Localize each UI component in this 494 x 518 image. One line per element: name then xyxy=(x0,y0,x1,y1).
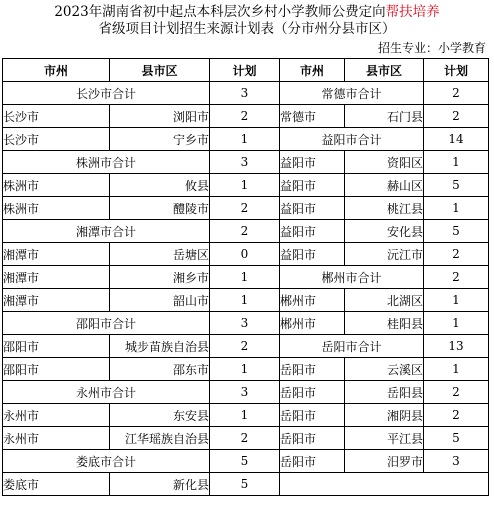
plan-count: 3 xyxy=(210,82,280,105)
plan-count: 2 xyxy=(210,105,280,128)
header-city: 市州 xyxy=(3,59,110,82)
enrollment-plan-table xyxy=(2,58,489,496)
header-county: 县市区 xyxy=(110,59,210,82)
city-total-label: 株洲市合计 xyxy=(3,151,210,174)
city-name: 长沙市 xyxy=(3,128,110,151)
city-name: 长沙市 xyxy=(3,105,110,128)
plan-count: 2 xyxy=(424,82,489,105)
county-name: 岳阳县 xyxy=(345,381,424,404)
empty-cell xyxy=(280,473,489,496)
city-name: 湘潭市 xyxy=(3,266,110,289)
city-total-label: 湘潭市合计 xyxy=(3,220,210,243)
county-name: 岳塘区 xyxy=(110,243,210,266)
city-name: 邵阳市 xyxy=(3,358,110,381)
city-name: 岳阳市 xyxy=(280,381,345,404)
title-prefix: 2023年湖南省初中起点本科层次乡村小学教师公费定向 xyxy=(54,4,386,20)
city-total-label: 长沙市合计 xyxy=(3,82,210,105)
header-plan: 计划 xyxy=(210,59,280,82)
city-name: 永州市 xyxy=(3,404,110,427)
plan-count: 13 xyxy=(424,335,489,358)
city-total-label: 娄底市合计 xyxy=(3,450,210,473)
county-name: 新化县 xyxy=(110,473,210,496)
county-name: 沅江市 xyxy=(345,243,424,266)
plan-count: 1 xyxy=(210,174,280,197)
plan-count: 5 xyxy=(210,450,280,473)
city-name: 郴州市 xyxy=(280,312,345,335)
plan-count: 2 xyxy=(424,266,489,289)
city-name: 益阳市 xyxy=(280,174,345,197)
county-name: 邵东市 xyxy=(110,358,210,381)
city-name: 益阳市 xyxy=(280,220,345,243)
county-name: 攸县 xyxy=(110,174,210,197)
table-body xyxy=(3,82,489,496)
city-name: 湘潭市 xyxy=(3,243,110,266)
plan-count: 1 xyxy=(210,128,280,151)
plan-count: 3 xyxy=(210,151,280,174)
county-name: 湘阴县 xyxy=(345,404,424,427)
table-row xyxy=(3,266,489,289)
city-name: 岳阳市 xyxy=(280,358,345,381)
city-name: 湘潭市 xyxy=(3,289,110,312)
city-total-label: 岳阳市合计 xyxy=(280,335,424,358)
table-row xyxy=(3,128,489,151)
county-name: 宁乡市 xyxy=(110,128,210,151)
table-row xyxy=(3,289,489,312)
title-highlight: 帮扶培养 xyxy=(385,4,440,20)
county-name: 平江县 xyxy=(345,427,424,450)
city-name: 岳阳市 xyxy=(280,404,345,427)
county-name: 云溪区 xyxy=(345,358,424,381)
table-row xyxy=(3,105,489,128)
city-total-label: 邵阳市合计 xyxy=(3,312,210,335)
plan-count: 2 xyxy=(424,404,489,427)
plan-count: 14 xyxy=(424,128,489,151)
header-city: 市州 xyxy=(280,59,345,82)
document-title-line1 xyxy=(0,4,494,21)
city-name: 益阳市 xyxy=(280,151,345,174)
plan-count: 5 xyxy=(424,174,489,197)
plan-count: 1 xyxy=(210,358,280,381)
city-name: 益阳市 xyxy=(280,197,345,220)
city-total-label: 永州市合计 xyxy=(3,381,210,404)
table-row xyxy=(3,473,489,496)
plan-count: 3 xyxy=(210,381,280,404)
county-name: 韶山市 xyxy=(110,289,210,312)
plan-count: 2 xyxy=(210,335,280,358)
city-name: 郴州市 xyxy=(280,289,345,312)
plan-count: 5 xyxy=(424,427,489,450)
plan-count: 1 xyxy=(424,312,489,335)
document-title-line2: 省级项目计划招生来源计划表（分市州分县市区） xyxy=(98,21,396,37)
city-total-label: 郴州市合计 xyxy=(280,266,424,289)
plan-count: 3 xyxy=(210,312,280,335)
city-name: 邵阳市 xyxy=(3,335,110,358)
table-row xyxy=(3,82,489,105)
plan-count: 2 xyxy=(424,243,489,266)
header-plan: 计划 xyxy=(424,59,489,82)
city-name: 岳阳市 xyxy=(280,450,345,473)
city-name: 岳阳市 xyxy=(280,427,345,450)
county-name: 湘乡市 xyxy=(110,266,210,289)
plan-count: 1 xyxy=(424,289,489,312)
city-name: 株洲市 xyxy=(3,197,110,220)
table-row xyxy=(3,404,489,427)
table-row xyxy=(3,197,489,220)
county-name: 醴陵市 xyxy=(110,197,210,220)
table-row xyxy=(3,220,489,243)
county-name: 赫山区 xyxy=(345,174,424,197)
city-name: 株洲市 xyxy=(3,174,110,197)
plan-count: 0 xyxy=(210,243,280,266)
plan-count: 3 xyxy=(424,450,489,473)
header-county: 县市区 xyxy=(345,59,424,82)
city-name: 永州市 xyxy=(3,427,110,450)
county-name: 安化县 xyxy=(345,220,424,243)
county-name: 石门县 xyxy=(345,105,424,128)
plan-count: 1 xyxy=(424,358,489,381)
county-name: 江华瑶族自治县 xyxy=(110,427,210,450)
plan-count: 2 xyxy=(210,197,280,220)
table-row xyxy=(3,427,489,450)
plan-count: 5 xyxy=(424,220,489,243)
county-name: 桂阳县 xyxy=(345,312,424,335)
city-name: 娄底市 xyxy=(3,473,110,496)
table-row xyxy=(3,312,489,335)
plan-count: 1 xyxy=(424,151,489,174)
table-row xyxy=(3,450,489,473)
county-name: 资阳区 xyxy=(345,151,424,174)
city-total-label: 益阳市合计 xyxy=(280,128,424,151)
plan-count: 2 xyxy=(424,381,489,404)
city-name: 益阳市 xyxy=(280,243,345,266)
county-name: 汨罗市 xyxy=(345,450,424,473)
table-row xyxy=(3,174,489,197)
county-name: 桃江县 xyxy=(345,197,424,220)
plan-count: 5 xyxy=(210,473,280,496)
plan-count: 2 xyxy=(210,427,280,450)
table-row xyxy=(3,151,489,174)
plan-count: 2 xyxy=(210,220,280,243)
plan-count: 1 xyxy=(424,197,489,220)
table-row xyxy=(3,381,489,404)
county-name: 城步苗族自治县 xyxy=(110,335,210,358)
county-name: 东安县 xyxy=(110,404,210,427)
county-name: 浏阳市 xyxy=(110,105,210,128)
city-name: 常德市 xyxy=(280,105,345,128)
table-row xyxy=(3,243,489,266)
major-label: 招生专业：小学教育 xyxy=(377,41,486,55)
city-total-label: 常德市合计 xyxy=(280,82,424,105)
plan-count: 1 xyxy=(210,289,280,312)
table-row xyxy=(3,358,489,381)
table-row xyxy=(3,335,489,358)
plan-count: 2 xyxy=(424,105,489,128)
plan-count: 1 xyxy=(210,266,280,289)
plan-count: 1 xyxy=(210,404,280,427)
table-header-row xyxy=(3,59,489,82)
county-name: 北湖区 xyxy=(345,289,424,312)
